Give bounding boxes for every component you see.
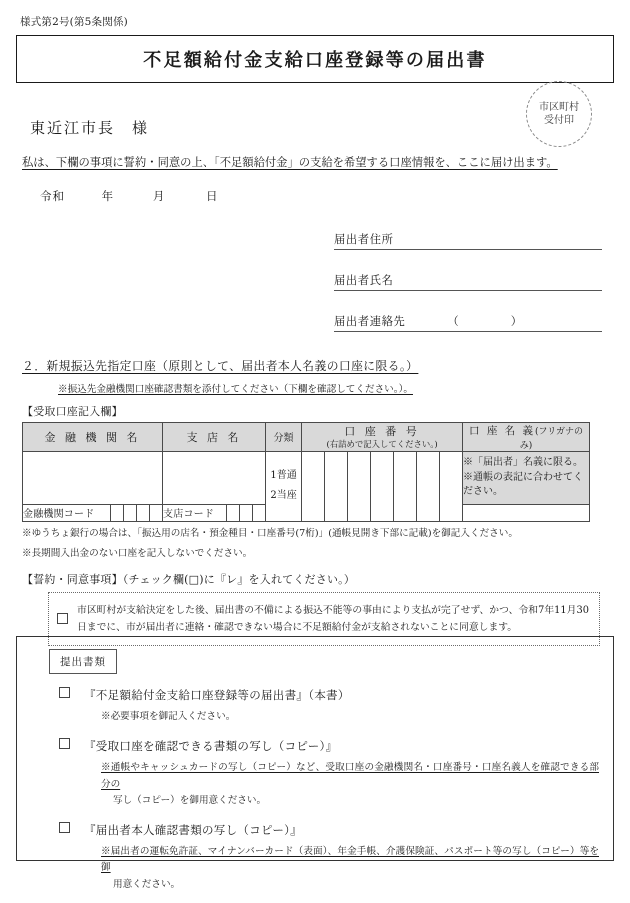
applicant-address-field[interactable] <box>334 222 602 250</box>
account-number-cells[interactable] <box>302 451 463 521</box>
stamp-line-1: 市区町村 <box>539 101 579 113</box>
section2-heading: ２．新規振込先指定口座（原則として、届出者本人名義の口座に限る。） <box>22 358 419 373</box>
era-name: 令和 <box>40 188 65 203</box>
table-header-row <box>23 422 590 451</box>
form-number: 様式第2号(第5条関係) <box>20 16 128 28</box>
section2-note: ※振込先金融機関口座確認書類を添付してください（下欄を確認してください。）。 <box>58 383 413 395</box>
account-entry-subheading: 【受取口座記入欄】 <box>22 404 123 418</box>
bank-code-label: 金融機関コード <box>23 504 111 521</box>
account-digit-6[interactable] <box>416 452 439 521</box>
date-line <box>40 188 614 204</box>
bank-account-table <box>22 422 590 522</box>
document-note-1 <box>101 709 599 725</box>
document-item-2 <box>59 738 599 754</box>
document-checkbox-3[interactable] <box>59 822 70 833</box>
document-note-2 <box>101 760 599 809</box>
month-unit: 月 <box>152 188 166 203</box>
pledge-checkbox[interactable] <box>57 613 68 624</box>
account-holder-notes <box>463 451 590 504</box>
account-digit-2[interactable] <box>325 452 348 521</box>
holder-note-2: ※通帳の表記に合わせてください。 <box>463 471 584 498</box>
header-account-holder: 口 座 名 義(フリガナのみ) <box>463 422 590 451</box>
header-account-number: 口 座 番 号 (右詰めで記入してください。) <box>302 422 463 451</box>
account-digit-1[interactable] <box>302 452 325 521</box>
document-item-1 <box>59 687 599 703</box>
account-digit-3[interactable] <box>348 452 371 521</box>
intro-paragraph <box>22 153 608 174</box>
pledge-text: 市区町村が支給決定をした後、届出書の不備による振込不能等の事由により支払が完了せず、かつ、令和7年11月30日までに、市が届出者に連絡・確認できない場合に不足額給付金が支給されないことに同意します。 <box>77 604 589 633</box>
documents-label: 提出書類 <box>49 649 117 674</box>
document-note-2-cont: 写し（コピー）を御用意ください。 <box>113 794 267 806</box>
branch-code-digit-3[interactable] <box>253 504 266 521</box>
account-digit-5[interactable] <box>393 452 416 521</box>
class-cell[interactable] <box>266 451 302 521</box>
applicant-name-label: 届出者氏名 <box>334 273 394 287</box>
header-branch-name: 支 店 名 <box>163 422 266 451</box>
form-title-box <box>16 35 614 83</box>
bank-code-digit-4[interactable] <box>150 504 163 521</box>
pledge-heading: 【誓約・同意事項】（チェック欄(□)に『レ』を入れてください。） <box>22 572 356 586</box>
intro-text: 私は、下欄の事項に誓約・同意の上、「不足額給付金」の支給を希望する口座情報を、ここに届け出ます。 <box>22 156 558 169</box>
document-note-2-main: ※通帳やキャッシュカードの写し（コピー）など、受取口座の金融機関名・口座番号・口座名義人を確認できる部分の <box>101 762 599 790</box>
table-holder-note-row <box>23 451 590 504</box>
table-note-1: ※ゆうちょ銀行の場合は、「振込用の店名・預金種目・口座番号(7桁)」(通帳見開き下部に記載)を御記入ください。 <box>22 527 518 539</box>
addressee-row <box>16 101 614 149</box>
account-digit-4[interactable] <box>371 452 394 521</box>
applicant-name-field[interactable] <box>334 263 602 291</box>
applicant-contact-parens: （ ） <box>447 314 523 328</box>
branch-name-input-cell[interactable] <box>163 451 266 504</box>
bank-code-digit-2[interactable] <box>124 504 137 521</box>
account-digit-7[interactable] <box>439 452 462 521</box>
bank-name-input-cell[interactable] <box>23 451 163 504</box>
document-title-3: 『届出者本人確認書類の写し（コピー）』 <box>84 823 302 838</box>
year-unit: 年 <box>101 188 115 203</box>
account-number-grid <box>302 452 462 521</box>
branch-code-digit-1[interactable] <box>227 504 240 521</box>
addressee: 東近江市長 様 <box>30 119 150 137</box>
applicant-contact-field[interactable] <box>334 304 602 332</box>
document-checkbox-1[interactable] <box>59 687 70 698</box>
applicant-fields <box>16 222 614 332</box>
document-title-2: 『受取口座を確認できる書類の写し（コピー）』 <box>84 739 338 754</box>
section2-note-wrap <box>16 374 614 395</box>
header-class: 分類 <box>266 422 302 451</box>
branch-code-digit-2[interactable] <box>240 504 253 521</box>
documents-box <box>16 636 614 890</box>
holder-note-1: ※「届出者」名義に限る。 <box>463 457 584 469</box>
bank-code-digit-1[interactable] <box>111 504 124 521</box>
document-note-1-main: ※必要事項を御記入ください。 <box>101 711 236 722</box>
applicant-address-label: 届出者住所 <box>334 232 394 246</box>
reception-stamp-circle <box>526 81 592 147</box>
page-title: 不足額給付金支給口座登録等の届出書 <box>143 50 487 71</box>
section2-heading-wrap <box>16 345 614 374</box>
applicant-contact-label: 届出者連絡先 <box>334 314 406 328</box>
document-title-1: 『不足額給付金支給口座登録等の届出書』（本書） <box>84 688 350 702</box>
branch-code-label: 支店コード <box>163 504 227 521</box>
stamp-line-2: 受付印 <box>544 115 574 126</box>
document-item-3 <box>59 822 599 838</box>
bank-code-digit-3[interactable] <box>137 504 150 521</box>
account-holder-input-cell[interactable] <box>463 504 590 521</box>
class-option-ordinary[interactable]: 1普通 <box>270 470 297 482</box>
class-option-current[interactable]: 2当座 <box>270 490 297 502</box>
document-note-3-cont: 用意ください。 <box>113 878 181 890</box>
document-checkbox-2[interactable] <box>59 738 70 749</box>
header-bank-name: 金 融 機 関 名 <box>23 422 163 451</box>
document-note-3 <box>101 844 599 893</box>
table-note-2: ※長期間入出金のない口座を記入しないでください。 <box>22 547 253 559</box>
document-note-3-main: ※届出者の運転免許証、マイナンバーカード（表面）、年金手帳、介護保険証、パスポート等の写し（コピー）等を御 <box>101 846 599 874</box>
day-unit: 日 <box>205 188 219 203</box>
